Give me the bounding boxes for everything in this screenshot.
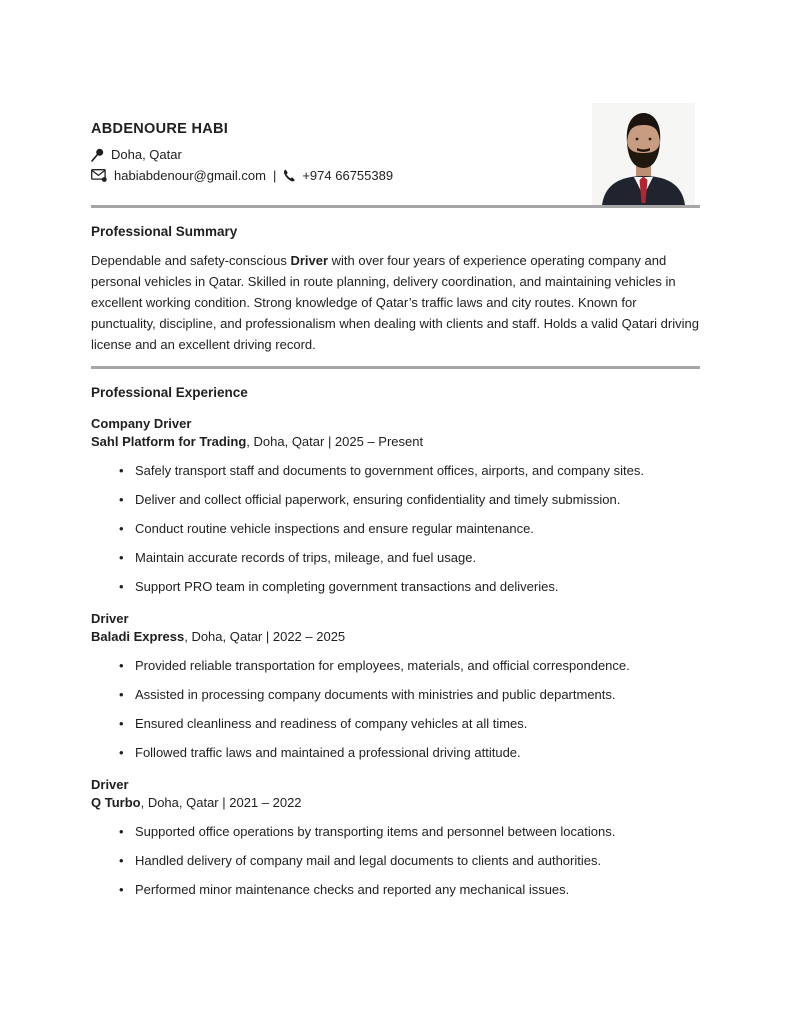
bullet-item: • Supported office operations by transporting items and personnel between locations. [91, 824, 700, 840]
experience-section [91, 385, 700, 898]
job-title: Driver [91, 611, 129, 626]
job-entry-baladi-express [91, 610, 700, 761]
job-bullet-list [91, 463, 700, 595]
bullet-item: • Maintain accurate records of trips, mileage, and fuel usage. [91, 550, 700, 566]
bullet-item: • Ensured cleanliness and readiness of company vehicles at all times. [91, 716, 700, 732]
company-name: Q Turbo [91, 795, 141, 810]
pushpin-icon [91, 148, 104, 162]
job-title: Driver [91, 777, 129, 792]
profile-photo-illustration [592, 103, 695, 205]
company-name: Sahl Platform for Trading [91, 434, 247, 449]
job-entry-company-driver [91, 415, 700, 595]
bullet-item: • Assisted in processing company documents with ministries and public departments. [91, 687, 700, 703]
header-divider [91, 205, 700, 208]
job-company-line [91, 433, 700, 451]
bullet-item: • Conduct routine vehicle inspections and ensure regular maintenance. [91, 521, 700, 537]
summary-text-part: Dependable and safety-conscious [91, 253, 291, 268]
summary-heading: Professional Summary [91, 224, 238, 239]
experience-heading: Professional Experience [91, 385, 248, 400]
summary-section [91, 224, 700, 355]
bullet-item: • Support PRO team in completing government transactions and deliveries. [91, 579, 700, 595]
candidate-name: ABDENOURE HABI [91, 121, 229, 137]
job-bullet-list [91, 824, 700, 898]
phone-receiver-icon [283, 169, 295, 182]
bullet-item: • Safely transport staff and documents to government offices, airports, and company sites. [91, 463, 700, 479]
contact-separator: | [272, 168, 277, 183]
profile-photo [592, 103, 695, 205]
job-meta: , Doha, Qatar | 2025 – Present [246, 434, 424, 449]
envelope-icon [91, 169, 107, 182]
phone-text: +974 66755389 [302, 168, 394, 183]
job-entry-q-turbo [91, 776, 700, 898]
location-text: Doha, Qatar [111, 147, 182, 162]
company-name: Baladi Express [91, 629, 185, 644]
job-meta: , Doha, Qatar | 2021 – 2022 [140, 795, 302, 810]
job-title: Company Driver [91, 416, 192, 431]
summary-text-bold: Driver [290, 253, 329, 268]
email-text: habiabdenour@gmail.com [114, 168, 266, 183]
summary-text-part: with over four years of experience operating company and personal vehicles in Qatar. Skilled in route planning, delivery coordination, and maintaining vehicles in excellent working condition. Strong knowledge of Qatar’s traffic laws and city routes. Known for punctuality, discipline, and professionalism when dealing with clients and staff. Holds a valid Qatari driving license and an excellent driving record. [91, 253, 699, 352]
job-meta: , Doha, Qatar | 2022 – 2025 [184, 629, 346, 644]
job-company-line [91, 628, 700, 646]
resume-header [91, 121, 700, 184]
bullet-item: • Deliver and collect official paperwork, ensuring confidentiality and timely submission. [91, 492, 700, 508]
bullet-item: • Provided reliable transportation for employees, materials, and official correspondence. [91, 658, 700, 674]
bullet-item: • Handled delivery of company mail and legal documents to clients and authorities. [91, 853, 700, 869]
summary-paragraph [91, 250, 703, 355]
job-company-line [91, 794, 700, 812]
bullet-item: • Performed minor maintenance checks and reported any mechanical issues. [91, 882, 700, 898]
job-bullet-list [91, 658, 700, 761]
section-divider [91, 366, 700, 369]
bullet-item: • Followed traffic laws and maintained a professional driving attitude. [91, 745, 700, 761]
